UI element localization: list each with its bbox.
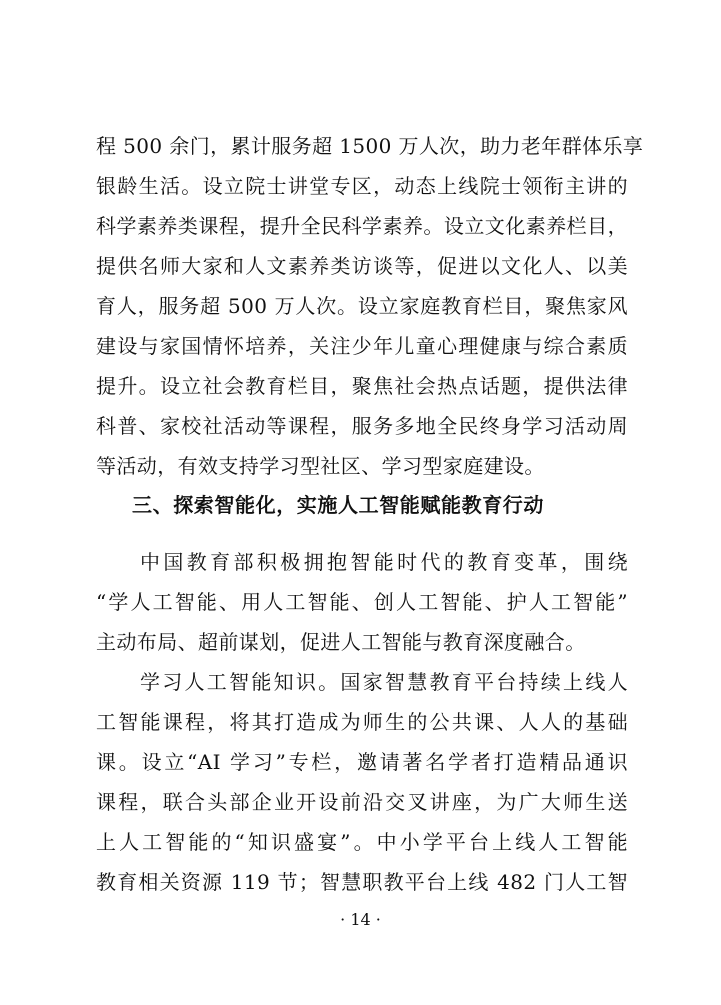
- text-line: 科学素养类课程，提升全民科学素养。设立文化素养栏目，: [96, 214, 628, 238]
- text-line: 等活动，有效支持学习型社区、学习型家庭建设。: [96, 454, 545, 478]
- text-line: “学人工智能、用人工智能、创人工智能、护人工智能”: [96, 590, 628, 614]
- text-line: 课。设立“AI 学习”专栏，邀请著名学者打造精品通识: [96, 750, 628, 774]
- text-line: 育人，服务超 500 万人次。设立家庭教育栏目，聚焦家风: [96, 294, 628, 318]
- text-line: 教育相关资源 119 节；智慧职教平台上线 482 门人工智: [96, 870, 628, 894]
- page-number: · 14 ·: [340, 910, 381, 929]
- text-line: 中国教育部积极拥抱智能时代的教育变革，围绕: [140, 550, 628, 574]
- text-line: 提供名师大家和人文素养类访谈等，促进以文化人、以美: [96, 254, 628, 278]
- text-line: 建设与家国情怀培养，关注少年儿童心理健康与综合素质: [96, 334, 628, 358]
- text-line: 工智能课程，将其打造成为师生的公共课、人人的基础: [96, 710, 628, 734]
- text-line: 程 500 余门，累计服务超 1500 万人次，助力老年群体乐享: [96, 134, 644, 158]
- text-line: 银龄生活。设立院士讲堂专区，动态上线院士领衔主讲的: [96, 174, 628, 198]
- section-heading: 三、探索智能化，实施人工智能赋能教育行动: [132, 493, 544, 517]
- text-line: 提升。设立社会教育栏目，聚焦社会热点话题，提供法律: [96, 374, 628, 398]
- text-line: 上人工智能的“知识盛宴”。中小学平台上线人工智能: [96, 830, 628, 854]
- text-line: 课程，联合头部企业开设前沿交叉讲座，为广大师生送: [96, 790, 628, 814]
- text-line: 科普、家校社活动等课程，服务多地全民终身学习活动周: [96, 414, 628, 438]
- text-line: 主动布局、超前谋划，促进人工智能与教育深度融合。: [96, 630, 586, 654]
- text-line: 学习人工智能知识。国家智慧教育平台持续上线人: [140, 670, 628, 694]
